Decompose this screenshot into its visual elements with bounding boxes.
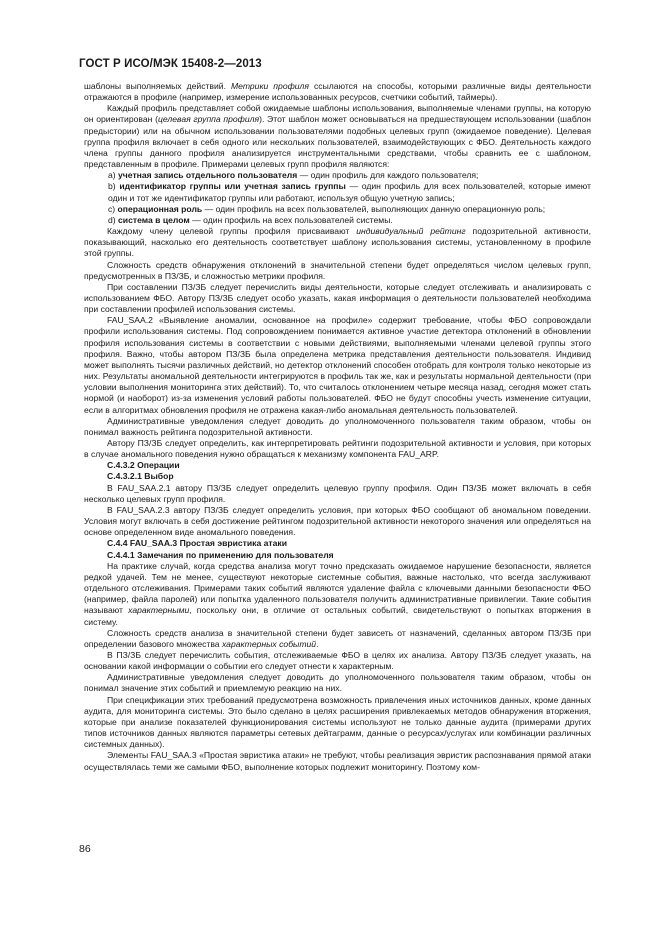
section-heading: С.4.3.2.1 Выбор [107, 471, 174, 482]
page-header-title: ГОСТ Р ИСО/МЭК 15408-2—2013 [79, 58, 262, 70]
text-run: — один профиль на всех пользователей, выполняющих данную операционную роль; [202, 203, 546, 214]
paragraph [84, 81, 591, 103]
text-run: Каждый профиль представляет собой ожидаемые шаблоны использования, выполняемые членами группы, на которую он ориентирован ( [84, 103, 591, 125]
text-run: . [316, 638, 319, 649]
italic-term: характерных событий [221, 638, 317, 649]
bold-term: операционная роль [117, 203, 203, 214]
italic-term: индивидуальный рейтинг [356, 226, 466, 237]
bold-term: учетная запись отдельного пользователя [118, 170, 298, 181]
bold-term: система в целом [118, 214, 190, 225]
list-item [84, 204, 591, 215]
list-item [84, 215, 591, 226]
text-run: подозрительной активности, показывающий, насколько его деятельность соответствует шаблону использования системы, установленному в профиле этой группы. [84, 226, 591, 259]
italic-term: характерными [128, 605, 190, 616]
paragraph: FAU_SAA.2 «Выявление аномалии, основанное на профиле» содержит требование, чтобы ФБО сопровождали профили использования системы. Под сопровождением понимается активное участие детектора отклонений в обновлении профиля использования системы в соответствии с новыми действиями, выполняемыми членами целевой группы этого профиля. Важно, чтобы автором ПЗ/ЗБ была определена метрика представления деятельности пользователя. Индивид может выполнять тысячи различных действий, но детектор отклонений способен отобрать для контроля только некоторые из них. Результаты аномальной деятельности интегрируются в профиль так же, как и результаты нормальной деятельности (при условии выполнения мониторинга этих действий). То, что считалось отклонением четыре месяца назад, сегодня может стать нормой (и наоборот) из-за изменения условий работы пользователей. ФБО не будут способны учесть изменение ситуации, если в алгоритмах обновления профиля не отражена какая-либо аномальная деятельность пользователей. [84, 315, 591, 415]
paragraph: В FAU_SAA.2.1 автору ПЗ/ЗБ следует определить целевую группу профиля. Один ПЗ/ЗБ может включать в себя несколько целевых групп профиля. [84, 482, 591, 504]
paragraph [84, 226, 591, 259]
section-heading: С.4.4 FAU_SAA.3 Простая эвристика атаки [107, 538, 287, 549]
list-marker: c) [108, 203, 118, 214]
text-run: ). Этот шаблон может основываться на предшествующем использовании (шаблон предыстории) или на обычном использовании пользователями подобных целевых групп (ожидаемое поведение). Целевая группа профиля включает в себя одного или нескольких пользователей, взаимодействующих с ФБО. Деятельность каждого члена группы данного профиля анализируется инструментальными средствами, чтобы сравнить ее с шаблоном, представленным в профиле. Примерами целевых групп профиля являются: [84, 114, 591, 170]
text-run: шаблоны выполняемых действий. [84, 81, 231, 91]
text-run: Сложность средств анализа в значительной степени будет зависеть от назначений, сделанных автором ПЗ/ЗБ при определении базового множества [84, 627, 591, 649]
paragraph: Административные уведомления следует доводить до уполномоченного пользователя таким образом, чтобы он понимал важность рейтинга подозрительной активности. [84, 415, 591, 437]
text-run: На практике случай, когда средства анализа могут точно предсказать ожидаемое нарушение безопасности, является редкой удачей. Тем не менее, существуют некоторые системные события, важные настолько, что всегда заслуживают отдельного отслеживания. Примерами таких событий являются удаление файла с ключевыми данными безопасности ФБО (например, файла паролей) или попытка удаленного пользователя получить административные привилегии. Такие события называют [84, 560, 591, 616]
italic-term: целевая группа профиля [158, 114, 260, 125]
paragraph: Элементы FAU_SAA.3 «Простая эвристика атаки» не требуют, чтобы реализация эвристик распознавания прямой атаки осуществлялась теми же самыми ФБО, выполнение которых подлежит мониторингу. Поэтому ком- [84, 750, 591, 772]
paragraph [84, 561, 591, 628]
paragraph: Сложность средств обнаружения отклонений в значительной степени будет определяться числом целевых групп, предусмотренных в ПЗ/ЗБ, и сложностью метрики профиля. [84, 259, 591, 281]
paragraph: В FAU_SAA.2.3 автору ПЗ/ЗБ следует определить условия, при которых ФБО сообщают об аномальном поведении. Условия могут включать в себя достижение рейтингом подозрительной активности некоторого значения или определяться на основе определенном виде аномального поведения. [84, 504, 591, 538]
section-heading: С.4.3.2 Операции [107, 460, 180, 471]
list-item [84, 170, 591, 181]
paragraph: При составлении ПЗ/ЗБ следует перечислить виды деятельности, которые следует отслеживать и анализировать с использованием ФБО. Автору ПЗ/ЗБ следует особо указать, какая информация о деятельности пользователей необходима при составлении профилей использования системы. [84, 281, 591, 315]
list-marker: b) [108, 181, 120, 192]
paragraph [84, 103, 591, 170]
list-marker: а) [108, 170, 119, 181]
paragraph: При спецификации этих требований предусмотрена возможность привлечения иных источников данных, кроме данных аудита, для мониторинга системы. Это было сделано в целях расширения привлекаемых методов обнаружения вторжения, которые при анализе показателей функционирования системы используют не только данные аудита (примерами других типов источников данных являются параметры сетевых дейтаграмм, данные о ресурсах/услугах или комбинации различных системных данных). [84, 694, 591, 750]
text-run: Каждому члену целевой группы профиля присваивают [107, 226, 357, 237]
paragraph: Административные уведомления следует доводить до уполномоченного пользователя таким образом, чтобы он понимал значение этих событий и приемлемую реакцию на них. [84, 672, 591, 694]
text-run: ссылаются на способы, которыми различные виды деятельности отражаются в профиле (например, измерение использованных ресурсов, счетчики событий, таймеры). [84, 81, 591, 103]
section-heading: С.4.4.1 Замечания по применению для пользователя [107, 549, 334, 560]
text-run: — один профиль для каждого пользователя; [297, 170, 479, 181]
list-item [84, 181, 591, 203]
paragraph: Автору ПЗ/ЗБ следует определить, как интерпретировать рейтинги подозрительной активности и условия, при которых в случае аномального поведения нужно обращаться к механизму компонента FAU_ARP. [84, 438, 591, 460]
page-body [84, 81, 591, 773]
text-run: — один профиль для всех пользователей, которые имеют один и тот же идентификатор группы или работают, используя общую учетную запись; [108, 181, 591, 203]
bold-term: идентификатор группы или учетная запись группы [119, 181, 346, 192]
text-run: — один профиль на всех пользователей системы. [189, 214, 393, 225]
page-number: 86 [79, 843, 91, 855]
paragraph: В ПЗ/ЗБ следует перечислить события, отслеживаемые ФБО в целях их анализа. Автору ПЗ/ЗБ следует указать, на основании какой информации о событии его следует отнести к характерным. [84, 649, 591, 672]
text-run: , поскольку они, в отличие от остальных событий, свидетельствуют о попытках вторжения в систему. [84, 605, 591, 627]
list-marker: d) [108, 214, 119, 225]
italic-term: Метрики профиля [231, 81, 309, 91]
paragraph [84, 628, 591, 650]
